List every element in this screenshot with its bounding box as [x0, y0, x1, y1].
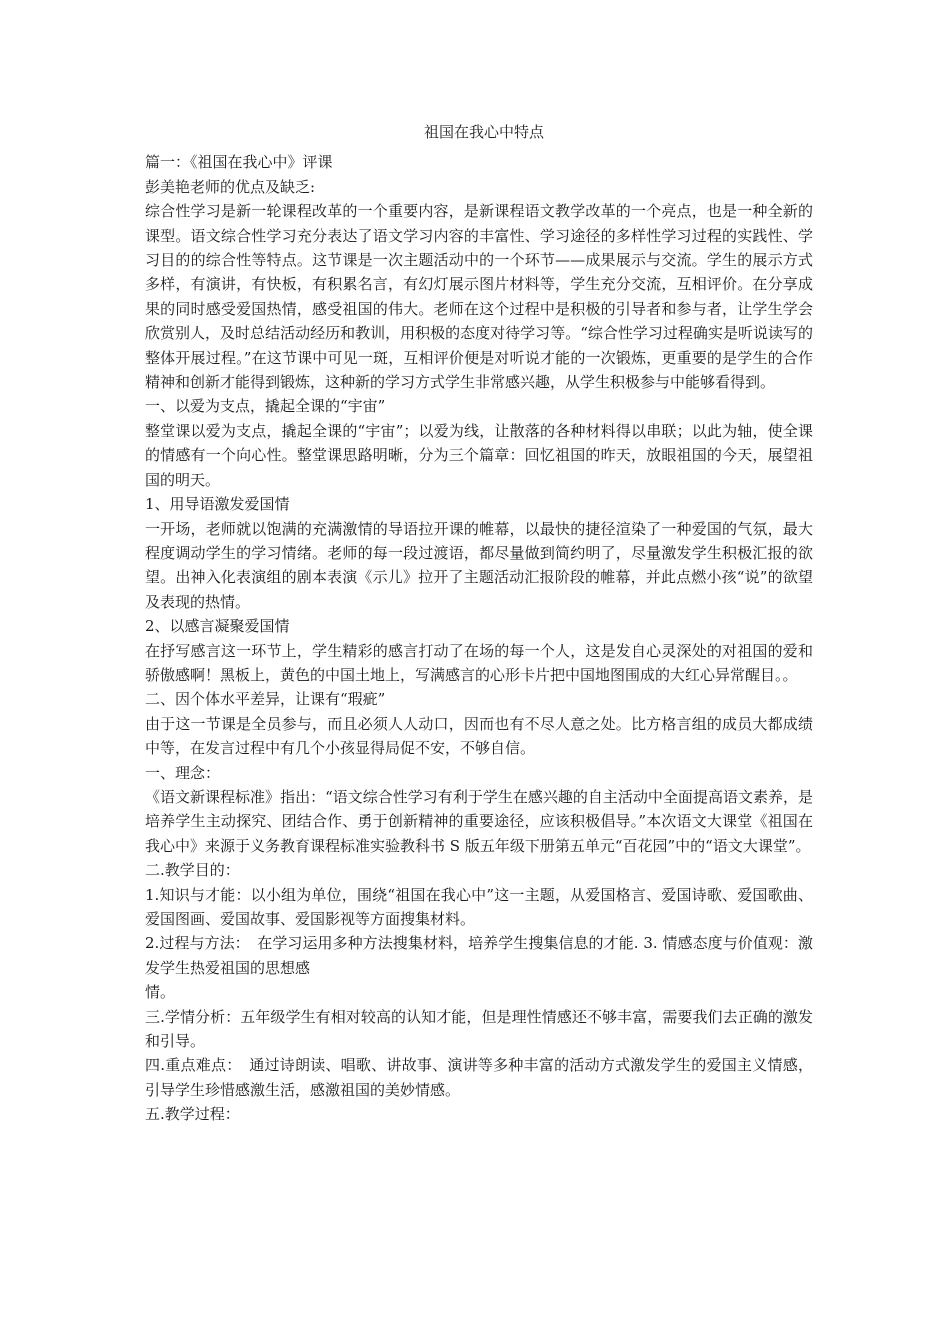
- paragraph-concept-body: 《语文新课程标准》指出：“语文综合性学习有利于学生在感兴趣的自主活动中全面提高语文素养，是培养学生主动探究、团结合作、勇于创新精神的重要途径，应该积极倡导。”本次语文大课堂《祖国在我心中》来源于义务教育课程标准实验教科书 S 版五年级下册第五单元“百花园”中的“语文大课堂”。: [145, 787, 813, 855]
- paragraph-section-one-heading: 一、以爱为支点，撬起全课的“宇宙”: [145, 397, 386, 416]
- paragraph-sub-heading-1: 1、用导语激发爱国情: [145, 495, 290, 514]
- paragraph-process-heading: 五.教学过程：: [145, 1105, 240, 1124]
- paragraph-review-heading: 篇一：《祖国在我心中》评课: [145, 153, 333, 172]
- paragraph-section-one-body: 整堂课以爱为支点，撬起全课的“宇宙”；以爱为线，让散落的各种材料得以串联；以此为轴，使全课的情感有一个向心性。整堂课思路明晰，分为三个篇章：回忆祖国的昨天，放眼祖国的今天，展望祖国的明天。: [145, 421, 813, 489]
- paragraph-section-two-body: 由于这一节课是全员参与，而且必须人人动口，因而也有不尽人意之处。比方格言组的成员大都成绩中等，在发言过程中有几个小孩显得局促不安，不够自信。: [145, 714, 813, 758]
- paragraph-sub-body-1: 一开场，老师就以饱满的充满激情的导语拉开课的帷幕，以最快的捷径渲染了一种爱国的气氛，最大程度调动学生的学习情绪。老师的每一段过渡语，都尽量做到简约明了，尽量激发学生积极汇报的欲望。出神入化表演组的剧本表演《示儿》拉开了主题活动汇报阶段的帷幕，并此点燃小孩“说”的欲望及表现的热情。: [145, 519, 813, 611]
- document-page: [145, 120, 813, 1127]
- paragraph-concept-heading: 一、理念：: [145, 763, 221, 782]
- paragraph-intro-comprehensive: 综合性学习是新一轮课程改革的一个重要内容，是新课程语文教学改革的一个亮点，也是一种全新的课型。语文综合性学习充分表达了语文学习内容的丰富性、学习途径的多样性学习过程的实践性、学习目的的综合性等特点。这节课是一次主题活动中的一个环节——成果展示与交流。学生的展示方式多样，有演讲，有快板，有积累名言，有幻灯展示图片材料等，学生充分交流，互相评价。在分享成果的同时感受爱国热情，感受祖国的伟大。老师在这个过程中是积极的引导者和参与者，让学生学会欣赏别人，及时总结活动经历和教训，用积极的态度对待学习等。“综合性学习过程确实是听说读写的整体开展过程。”在这节课中可见一斑，互相评价便是对听说才能的一次锻炼，更重要的是学生的合作精神和创新才能得到锻炼，这种新的学习方式学生非常感兴趣，从学生积极参与中能够看得到。: [145, 202, 813, 392]
- paragraph-goal-1: 1.知识与才能：以小组为单位，围绕“祖国在我心中”这一主题，从爱国格言、爱国诗歌、爱国歌曲、爱国图画、爱国故事、爱国影视等方面搜集材料。: [145, 885, 813, 928]
- document-title: 祖国在我心中特点: [423, 123, 544, 141]
- paragraph-goal-2: 2.过程与方法： 在学习运用多种方法搜集材料，培养学生搜集信息的才能. 3. 情感态度与价值观：激发学生热爱祖国的思想感: [145, 934, 813, 977]
- paragraph-goal-2-end: 情。: [145, 983, 176, 1002]
- paragraph-goals-heading: 二.教学目的：: [145, 861, 240, 880]
- paragraph-sub-heading-2: 2、以感言凝聚爱国情: [145, 617, 290, 636]
- paragraph-key-points: 四.重点难点： 通过诗朗读、唱歌、讲故事、演讲等多种丰富的活动方式激发学生的爱国主义情感，引导学生珍惜感激生活，感激祖国的美妙情感。: [145, 1056, 813, 1099]
- paragraph-teacher-evaluation: 彭美艳老师的优点及缺乏:: [145, 177, 316, 196]
- paragraph-sub-body-2: 在抒写感言这一环节上，学生精彩的感言打动了在场的每一个人，这是发自心灵深处的对祖国的爱和骄傲感啊！黑板上，黄色的中国土地上，写满感言的心形卡片把中国地图围成的大红心异常醒目。。: [145, 641, 813, 684]
- paragraph-section-two-heading: 二、因个体水平差异，让课有“瑕疵”: [145, 690, 386, 709]
- paragraph-learner-analysis: 三.学情分析：五年级学生有相对较高的认知才能，但是理性情感还不够丰富，需要我们去正确的激发和引导。: [145, 1007, 813, 1051]
